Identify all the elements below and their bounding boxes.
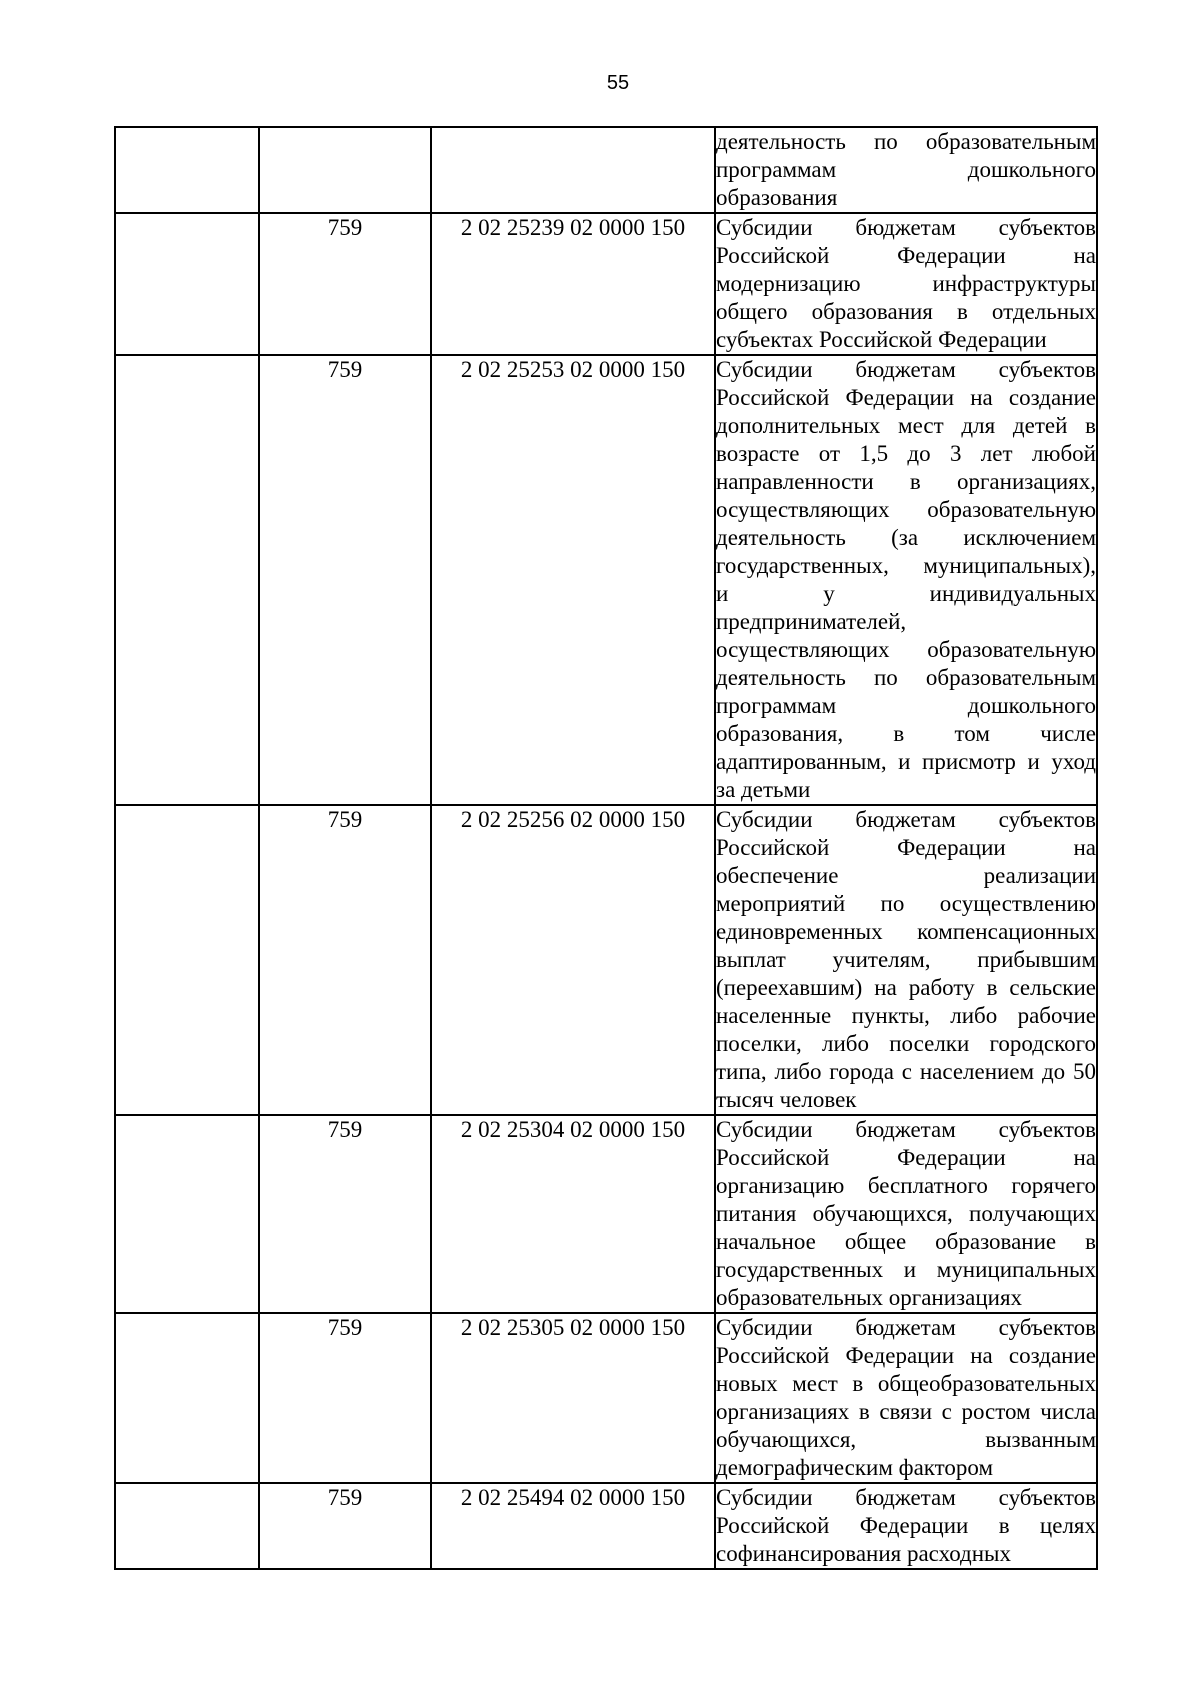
admin-code-cell: 759 — [259, 1483, 431, 1569]
description-line: Субсидии бюджетам субъектов — [716, 1117, 1096, 1142]
description-line: программам дошкольного — [716, 693, 1096, 718]
description-cell — [715, 1483, 1097, 1569]
description-line: тысяч человек — [716, 1087, 857, 1112]
description-line: и у индивидуальных — [716, 581, 1096, 606]
description-line: модернизацию инфраструктуры — [716, 271, 1096, 296]
description-line: населенные пункты, либо рабочие — [716, 1003, 1096, 1028]
description-line: образования, в том числе — [716, 721, 1096, 746]
description-line: деятельность (за исключением — [716, 525, 1096, 550]
description-line: Субсидии бюджетам субъектов — [716, 215, 1096, 240]
empty-cell — [115, 1313, 259, 1483]
table-row — [115, 213, 1097, 355]
description-line: типа, либо города с населением до 50 — [716, 1059, 1096, 1084]
description-line: Субсидии бюджетам субъектов — [716, 357, 1096, 382]
kbk-code-cell: 2 02 25494 02 0000 150 — [431, 1483, 715, 1569]
description-line: за детьми — [716, 777, 811, 802]
description-line: Субсидии бюджетам субъектов — [716, 1315, 1096, 1340]
empty-cell — [115, 1483, 259, 1569]
description-line: начальное общее образование в — [716, 1229, 1096, 1254]
budget-table — [114, 126, 1098, 1570]
description-cell — [715, 805, 1097, 1115]
empty-cell — [115, 127, 259, 213]
description-line: поселки, либо поселки городского — [716, 1031, 1096, 1056]
description-line: новых мест в общеобразовательных — [716, 1371, 1096, 1396]
description-line: адаптированным, и присмотр и уход — [716, 749, 1096, 774]
description-line: возрасте от 1,5 до 3 лет любой — [716, 441, 1096, 466]
description-line: государственных, муниципальных), — [716, 553, 1096, 578]
description-line: Российской Федерации на — [716, 835, 1096, 860]
empty-cell — [115, 355, 259, 805]
description-line: образовательных организациях — [716, 1285, 1023, 1310]
description-cell — [715, 213, 1097, 355]
admin-code-cell: 759 — [259, 1313, 431, 1483]
table-row — [115, 127, 1097, 213]
page-number: 55 — [606, 72, 630, 94]
admin-code-cell — [259, 127, 431, 213]
description-line: организациях в связи с ростом числа — [716, 1399, 1096, 1424]
admin-code-cell: 759 — [259, 805, 431, 1115]
description-line: Российской Федерации в целях — [716, 1513, 1096, 1538]
description-line: осуществляющих образовательную — [716, 637, 1096, 662]
kbk-code-cell: 2 02 25304 02 0000 150 — [431, 1115, 715, 1313]
description-line: государственных и муниципальных — [716, 1257, 1096, 1282]
description-line: образования — [716, 185, 838, 210]
empty-cell — [115, 1115, 259, 1313]
description-line: осуществляющих образовательную — [716, 497, 1096, 522]
table-row — [115, 1313, 1097, 1483]
kbk-code-cell — [431, 127, 715, 213]
description-line: питания обучающихся, получающих — [716, 1201, 1096, 1226]
table-row — [115, 805, 1097, 1115]
description-line: общего образования в отдельных — [716, 299, 1096, 324]
description-line: демографическим фактором — [716, 1455, 994, 1480]
table-row — [115, 1483, 1097, 1569]
description-line: (переехавшим) на работу в сельские — [716, 975, 1096, 1000]
description-line: дополнительных мест для детей в — [716, 413, 1096, 438]
description-line: обучающихся, вызванным — [716, 1427, 1096, 1452]
description-cell — [715, 1115, 1097, 1313]
description-cell — [715, 1313, 1097, 1483]
admin-code-cell: 759 — [259, 1115, 431, 1313]
kbk-code-cell: 2 02 25256 02 0000 150 — [431, 805, 715, 1115]
description-line: Субсидии бюджетам субъектов — [716, 807, 1096, 832]
description-line: организацию бесплатного горячего — [716, 1173, 1096, 1198]
description-line: Субсидии бюджетам субъектов — [716, 1485, 1096, 1510]
table-row — [115, 1115, 1097, 1313]
description-line: Российской Федерации на — [716, 1145, 1096, 1170]
description-cell — [715, 127, 1097, 213]
description-line: Российской Федерации на — [716, 243, 1096, 268]
admin-code-cell: 759 — [259, 355, 431, 805]
admin-code-cell: 759 — [259, 213, 431, 355]
kbk-code-cell: 2 02 25253 02 0000 150 — [431, 355, 715, 805]
empty-cell — [115, 805, 259, 1115]
description-line: мероприятий по осуществлению — [716, 891, 1096, 916]
description-line: софинансирования расходных — [716, 1541, 1012, 1566]
description-line: единовременных компенсационных — [716, 919, 1096, 944]
description-line: деятельность по образовательным — [716, 129, 1096, 154]
empty-cell — [115, 213, 259, 355]
description-line: субъектах Российской Федерации — [716, 327, 1047, 352]
description-cell — [715, 355, 1097, 805]
table-row — [115, 355, 1097, 805]
description-line: деятельность по образовательным — [716, 665, 1096, 690]
description-line: предпринимателей, — [716, 609, 907, 634]
description-line: направленности в организациях, — [716, 469, 1096, 494]
description-line: Российской Федерации на создание — [716, 1343, 1096, 1368]
kbk-code-cell: 2 02 25239 02 0000 150 — [431, 213, 715, 355]
description-line: обеспечение реализации — [716, 863, 1096, 888]
table-body — [115, 127, 1097, 1569]
description-line: выплат учителям, прибывшим — [716, 947, 1096, 972]
description-line: Российской Федерации на создание — [716, 385, 1096, 410]
description-line: программам дошкольного — [716, 157, 1096, 182]
kbk-code-cell: 2 02 25305 02 0000 150 — [431, 1313, 715, 1483]
